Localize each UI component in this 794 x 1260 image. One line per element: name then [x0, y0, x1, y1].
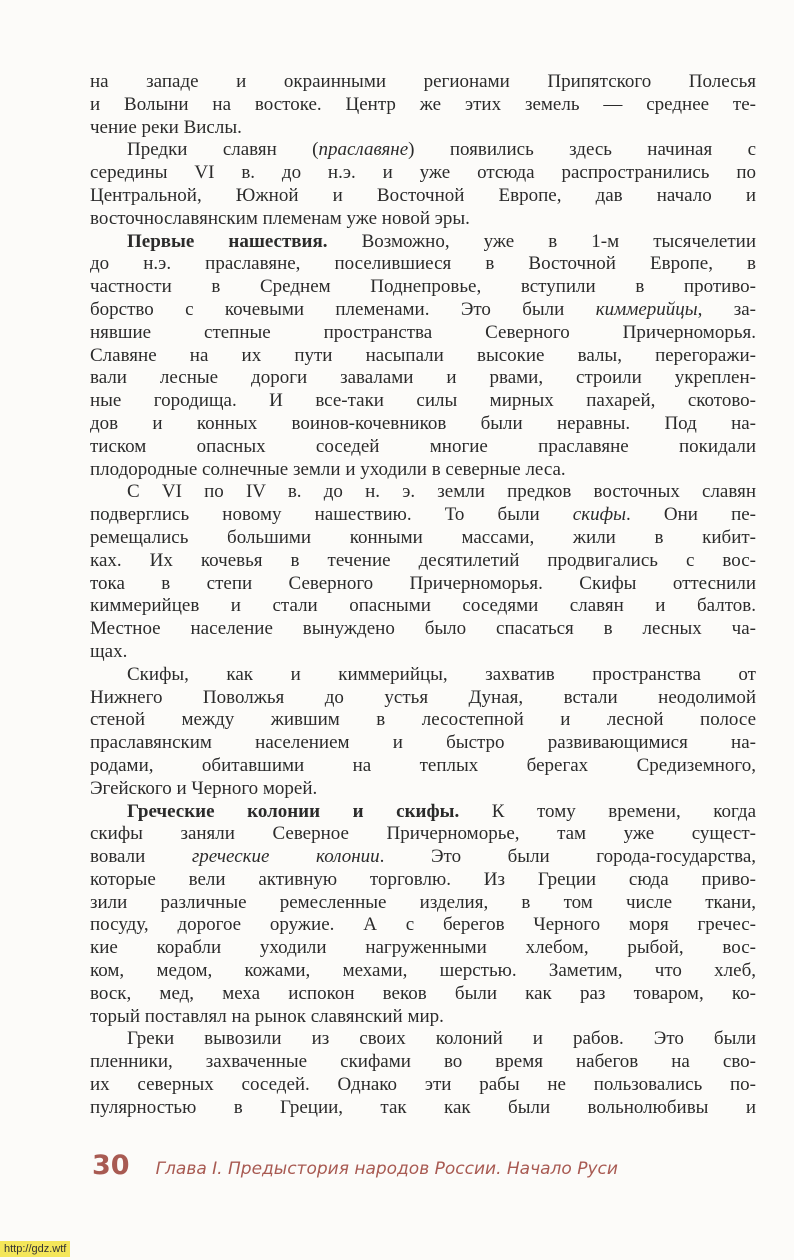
text-line: [90, 1051, 756, 1074]
text-segment: до н.э. праславяне, поселившиеся в Восточной Европе, в: [90, 253, 756, 275]
text-line: [90, 208, 756, 231]
text-line: [90, 185, 756, 208]
text-line: [90, 755, 756, 778]
text-segment: стеной между жившим в лесостепной и лесной полосе: [90, 709, 756, 731]
text-segment: праславянским населением и быстро развивающимися на-: [90, 732, 756, 754]
paragraph: [90, 481, 756, 663]
text-segment: киммерийцев и стали опасными соседями славян и балтов.: [90, 595, 756, 617]
text-line: [90, 892, 756, 915]
text-line: [90, 1006, 756, 1029]
text-line: [90, 664, 756, 687]
text-line: [90, 367, 756, 390]
text-segment: . Это были города-государства,: [379, 846, 756, 868]
text-segment: К тому времени, когда: [459, 800, 756, 822]
text-line: [90, 618, 756, 641]
text-segment: пулярностью в Греции, так как были вольнолюбивы и: [90, 1096, 756, 1118]
text-segment: зили различные ремесленные изделия, в том числе ткани,: [90, 891, 756, 913]
text-segment: Нижнего Поволжья до устья Дуная, встали неодолимой: [90, 686, 756, 708]
text-segment: на западе и окраинными регионами Припятского Полесья: [90, 71, 756, 92]
text-segment: торый поставлял на рынок славянский мир.: [90, 1005, 444, 1027]
text-line: [90, 322, 756, 345]
text-segment: Греки вывозили из своих колоний и рабов. Это были: [127, 1028, 756, 1050]
paragraph: [90, 801, 756, 1029]
text-segment: Возможно, уже в 1-м тысячелетии: [327, 230, 757, 252]
running-chapter-title: Глава I. Предыстория народов России. Начало Руси: [155, 1159, 618, 1179]
text-segment: частности в Среднем Поднепровье, вступили в противо-: [90, 276, 756, 298]
paragraph: [90, 1028, 756, 1119]
text-segment: . Они пе-: [625, 504, 756, 526]
text-line: [90, 436, 756, 459]
text-line: [90, 459, 756, 482]
text-line: [90, 71, 756, 94]
text-line: [90, 937, 756, 960]
watermark-link[interactable]: http://gdz.wtf: [0, 1241, 70, 1257]
emphasized-term: праславяне: [318, 139, 409, 161]
text-segment: , за-: [697, 298, 756, 320]
text-segment: вали лесные дороги завалами и рвами, строили укреплен-: [90, 367, 756, 389]
text-segment: середины VI в. до н.э. и уже отсюда распространились по: [90, 162, 756, 184]
text-line: [90, 960, 756, 983]
text-line: [90, 231, 756, 254]
text-line: [90, 709, 756, 732]
text-line: [90, 550, 756, 573]
text-line: [90, 823, 756, 846]
text-segment: Славяне на их пути насыпали высокие валы, перегоражи-: [90, 344, 756, 366]
text-line: [90, 869, 756, 892]
text-segment: тока в степи Северного Причерноморья. Скифы оттеснили: [90, 572, 756, 594]
text-segment: восточнославянским племенам уже новой эры.: [90, 207, 470, 229]
text-line: [90, 1074, 756, 1097]
emphasized-term: скифы: [572, 504, 626, 526]
text-line: [90, 390, 756, 413]
text-line: [90, 413, 756, 436]
text-line: [90, 253, 756, 276]
text-segment: Эгейского и Черного морей.: [90, 777, 318, 799]
emphasized-term: греческие колонии: [191, 846, 380, 868]
text-segment: подверглись новому нашествию. То были: [90, 504, 573, 526]
paragraph: [90, 139, 756, 230]
text-segment: плодородные солнечные земли и уходили в северные леса.: [90, 458, 566, 480]
page-number: 30: [92, 1150, 130, 1181]
text-line: [90, 801, 756, 824]
text-segment: ремещались большими конными массами, жили в кибит-: [90, 526, 756, 548]
text-line: [90, 914, 756, 937]
text-segment: и Волыни на востоке. Центр же этих земель — среднее те-: [90, 93, 756, 115]
text-segment: которые вели активную торговлю. Из Греции сюда приво-: [90, 868, 756, 890]
text-line: [90, 276, 756, 299]
text-segment: щах.: [90, 640, 128, 662]
text-segment: кие корабли уходили нагруженными хлебом, рыбой, вос-: [90, 937, 756, 959]
text-line: [90, 345, 756, 368]
text-line: [90, 94, 756, 117]
text-line: [90, 299, 756, 322]
text-segment: скифы заняли Северное Причерноморье, там уже сущест-: [90, 823, 756, 845]
text-segment: Предки славян (: [127, 139, 319, 161]
text-line: [90, 1097, 756, 1120]
text-line: [90, 641, 756, 664]
text-line: [90, 139, 756, 162]
section-heading: Первые нашествия.: [127, 230, 328, 252]
text-segment: борство с кочевыми племенами. Это были: [90, 298, 596, 320]
text-line: [90, 687, 756, 710]
text-line: [90, 573, 756, 596]
paragraph: [90, 231, 756, 482]
section-heading: Греческие колонии и скифы.: [127, 800, 460, 822]
text-line: [90, 595, 756, 618]
page-body-text: [90, 71, 756, 1120]
text-segment: Местное население вынуждено было спасаться в лесных ча-: [90, 618, 756, 640]
text-line: [90, 162, 756, 185]
text-segment: Скифы, как и киммерийцы, захватив пространства от: [127, 663, 756, 685]
text-segment: ные городища. И все-таки силы мирных пахарей, скотово-: [90, 390, 756, 412]
text-line: [90, 481, 756, 504]
text-line: [90, 504, 756, 527]
text-segment: родами, обитавшими на теплых берегах Средиземного,: [90, 754, 756, 776]
paragraph: [90, 664, 756, 801]
text-line: [90, 732, 756, 755]
paragraph: [90, 71, 756, 139]
text-line: [90, 846, 756, 869]
page-footer: [92, 1150, 618, 1181]
text-segment: воск, мед, меха испокон веков были как раз товаром, ко-: [90, 982, 756, 1004]
text-segment: чение реки Вислы.: [90, 116, 242, 138]
text-line: [90, 117, 756, 140]
emphasized-term: киммерийцы: [595, 298, 698, 320]
text-line: [90, 983, 756, 1006]
text-segment: вовали: [90, 846, 192, 868]
text-segment: посуду, дорогое оружие. А с берегов Черного моря гречес-: [90, 914, 756, 936]
text-segment: дов и конных воинов-кочевников были неравны. Под на-: [90, 412, 756, 434]
text-line: [90, 1028, 756, 1051]
text-segment: С VI по IV в. до н. э. земли предков восточных славян: [127, 481, 756, 503]
text-line: [90, 527, 756, 550]
text-segment: тиском опасных соседей многие праславяне покидали: [90, 435, 756, 457]
text-segment: ком, медом, кожами, мехами, шерстью. Заметим, что хлеб,: [90, 960, 756, 982]
text-line: [90, 778, 756, 801]
text-segment: их северных соседей. Однако эти рабы не пользовались по-: [90, 1074, 756, 1096]
text-segment: ках. Их кочевья в течение десятилетий продвигались с вос-: [90, 549, 756, 571]
text-segment: нявшие степные пространства Северного Причерноморья.: [90, 321, 756, 343]
text-segment: пленники, захваченные скифами во время набегов на сво-: [90, 1051, 756, 1073]
text-segment: Центральной, Южной и Восточной Европе, дав начало и: [90, 184, 756, 206]
text-segment: ) появились здесь начиная с: [408, 139, 756, 161]
